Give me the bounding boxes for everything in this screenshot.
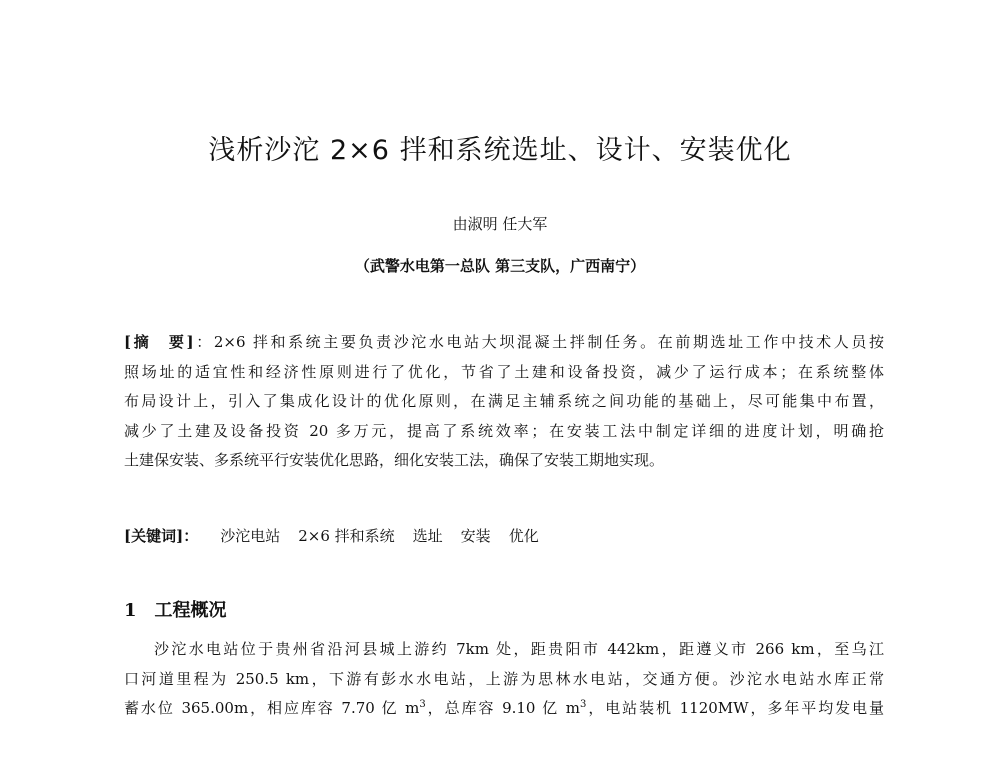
authors: 由淑明 任大军 (452, 215, 548, 233)
superscript: 3 (580, 699, 587, 710)
keywords (124, 522, 539, 552)
keywords-label: [关键词]： (124, 527, 199, 545)
abstract-line-2: 照场址的适宜性和经济性原则进行了优化，节省了土建和设备投资，减少了运行成本；在系统整体 (124, 362, 884, 381)
superscript: 3 (419, 699, 426, 710)
abstract-line-4: 减少了土建及设备投资 20 多万元，提高了系统效率；在安装工法中制定详细的进度计划，明确抢 (124, 421, 884, 440)
abstract-line-5: 土建保安装、多系统平行安装优化思路，细化安装工法，确保了安装工期地实现。 (124, 451, 665, 469)
keyword: 沙沱电站 (220, 527, 281, 545)
body-text-segment: ，总库容 9.10 亿 m (425, 699, 581, 717)
body-line-1: 沙沱水电站位于贵州省沿河县城上游约 7km 处，距贵阳市 442km，距遵义市 266 km，至乌江 (154, 640, 884, 658)
body-text-segment: 蓄水位 365.00m，相应库容 7.70 亿 m (124, 699, 420, 717)
body-line-2: 口河道里程为 250.5 km，下游有彭水水电站，上游为思林水电站，交通方便。沙沱水电站水库正常 (124, 669, 884, 688)
abstract-text: ：2×6 拌和系统主要负责沙沱水电站大坝混凝土拌制任务。在前期选址工作中技术人员按 (193, 333, 884, 351)
body-text-segment: ，电站装机 1120MW，多年平均发电量 (586, 699, 884, 717)
abstract-label: [摘 要] (124, 333, 194, 351)
section-body (124, 635, 884, 724)
abstract-line-1 (124, 328, 884, 358)
abstract-line-3: 布局设计上，引入了集成化设计的优化原则，在满足主辅系统之间功能的基础上，尽可能集中布置， (124, 392, 884, 410)
body-line-3 (124, 694, 884, 724)
keyword: 选址 (412, 527, 443, 545)
section-number: 1 (124, 600, 137, 621)
section-heading (124, 596, 227, 622)
keyword: 2×6 拌和系统 (298, 527, 395, 545)
abstract (124, 328, 884, 476)
section-title: 工程概况 (154, 600, 227, 621)
paper-title: 浅析沙沱 2×6 拌和系统选址、设计、安装优化 (208, 135, 792, 166)
keyword: 优化 (508, 527, 539, 545)
keyword: 安装 (460, 527, 491, 545)
affiliation: （武警水电第一总队 第三支队，广西南宁） (354, 257, 646, 275)
